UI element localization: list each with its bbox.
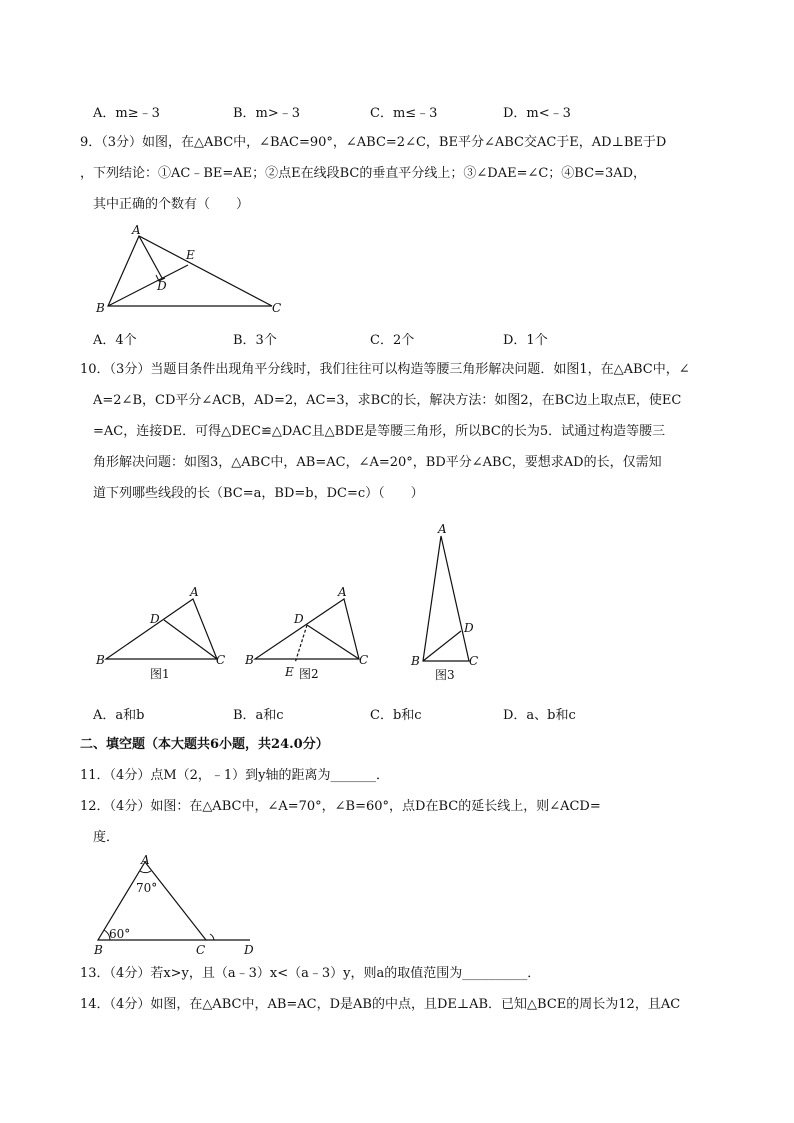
q9-stem-line1: 9．（3分）如图，在△ABC中，∠BAC=90°，∠ABC=2∠C，BE平分∠ABC交AC于E，AD⊥BE于D bbox=[80, 135, 667, 150]
fig2-label-a: A bbox=[338, 585, 347, 599]
q10-stem-line3: =AC，连接DE．可得△DEC≌△DAC且△BDE是等腰三角形，所以BC的长为5．试通过构造等腰三 bbox=[93, 424, 666, 439]
q12-figure bbox=[88, 852, 263, 960]
fig2-label-b: B bbox=[245, 653, 254, 667]
fig1-label-c: C bbox=[216, 653, 226, 667]
q10-option-a: A．a和b bbox=[93, 708, 145, 723]
q10-figure-1 bbox=[92, 580, 242, 685]
q9-stem-line3: 其中正确的个数有（ ） bbox=[93, 197, 250, 212]
q12-label-c: C bbox=[196, 943, 206, 957]
fig1-label-a: A bbox=[190, 585, 199, 599]
q9-stem-line2: ，下列结论：①AC﹣BE=AE；②点E在线段BC的垂直平分线上；③∠DAE=∠C；④BC=3AD， bbox=[80, 166, 647, 181]
q8-option-b: B．m>﹣3 bbox=[233, 106, 301, 121]
q13-stem: 13．（4分）若x>y，且（a﹣3）x<（a﹣3）y，则a的取值范围为__________． bbox=[80, 966, 541, 981]
q11-stem: 11．（4分）点M（2，﹣1）到y轴的距离为_______． bbox=[80, 768, 390, 783]
q9-figure bbox=[92, 222, 292, 316]
q10-option-b: B．a和c bbox=[233, 708, 284, 723]
q10-option-d: D．a、b和c bbox=[503, 708, 576, 723]
q12-label-a: A bbox=[141, 853, 150, 867]
section-2-heading: 二、填空题（本大题共6小题，共24.0分） bbox=[80, 737, 329, 752]
q8-option-c: C．m≤﹣3 bbox=[370, 106, 438, 121]
q8-option-a: A．m≥﹣3 bbox=[93, 106, 160, 121]
q10-stem-line1: 10．（3分）当题目条件出现角平分线时，我们往往可以构造等腰三角形解决问题．如图1，在△ABC中，∠ bbox=[80, 362, 690, 377]
q14-stem: 14．（4分）如图，在△ABC中，AB=AC，D是AB的中点，且DE⊥AB．已知△BCE的周长为12，且AC bbox=[80, 997, 681, 1012]
q10-stem-line5: 道下列哪些线段的长（BC=a，BD=b，DC=c）（ ） bbox=[93, 486, 424, 501]
fig1-label-d: D bbox=[150, 612, 160, 626]
fig3-label-a: A bbox=[438, 522, 447, 536]
q9-label-b: B bbox=[96, 301, 105, 315]
q9-label-c: C bbox=[272, 301, 282, 315]
q9-option-c: C．2个 bbox=[370, 333, 415, 348]
q12-stem-line2: 度． bbox=[93, 830, 120, 845]
q8-option-d: D．m<﹣3 bbox=[503, 106, 571, 121]
fig2-label-e: E bbox=[285, 665, 294, 679]
q12-angle-b: 60° bbox=[109, 927, 131, 941]
q12-label-d: D bbox=[244, 943, 254, 957]
fig1-caption: 图1 bbox=[150, 667, 170, 681]
q9-label-a: A bbox=[132, 223, 141, 237]
fig1-label-b: B bbox=[96, 653, 105, 667]
fig3-label-d: D bbox=[464, 621, 474, 635]
q9-label-d: D bbox=[157, 279, 167, 293]
q10-stem-line4: 角形解决问题：如图3，△ABC中，AB=AC，∠A=20°，BD平分∠ABC，要想求AD的长，仅需知 bbox=[93, 455, 662, 470]
q10-stem-line2: A=2∠B，CD平分∠ACB，AD=2，AC=3，求BC的长，解决方法：如图2，在BC边上取点E，使EC bbox=[93, 393, 682, 408]
fig2-label-d: D bbox=[294, 612, 304, 626]
fig2-label-c: C bbox=[359, 653, 369, 667]
q12-stem-line1: 12．（4分）如图：在△ABC中，∠A=70°，∠B=60°，点D在BC的延长线上，则∠ACD= bbox=[80, 799, 601, 814]
fig3-label-c: C bbox=[469, 654, 479, 668]
q9-option-b: B．3个 bbox=[233, 333, 277, 348]
q10-option-c: C．b和c bbox=[370, 708, 422, 723]
q12-angle-a: 70° bbox=[136, 881, 158, 895]
q10-figure-3 bbox=[405, 520, 495, 685]
q9-option-d: D．1个 bbox=[503, 333, 548, 348]
fig2-caption: 图2 bbox=[299, 667, 319, 681]
q10-figure-2 bbox=[245, 580, 385, 685]
q9-option-a: A．4个 bbox=[93, 333, 137, 348]
fig3-caption: 图3 bbox=[435, 668, 455, 682]
fig3-label-b: B bbox=[411, 654, 420, 668]
q12-label-b: B bbox=[94, 943, 103, 957]
q9-label-e: E bbox=[186, 248, 195, 262]
